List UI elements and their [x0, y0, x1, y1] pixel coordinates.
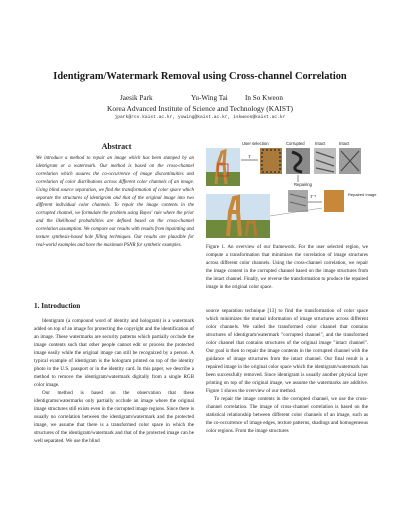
intact-label: Intact [315, 141, 326, 146]
transform-label: T [248, 154, 251, 159]
paper-title: Identigram/Watermark Removal using Cross-channel Correlation [53, 71, 347, 82]
author-name: In So Kweon [245, 94, 283, 102]
intact-label-2: Intact [339, 141, 350, 146]
paragraph: Identigram (a compound word of identity and hologram) is a watermark added on top of an image for protecting the copyright and the identification of an image. These watermarks are security patterns which partially occlude the image contents such that other people cannot edit or process the protected image easily while the original image can still be recognized by a person. A typical example of identigram is the hologram printed on top of the identity photo in the U.S. passport or in the identity card. In this paper, we describe a method to remove the identigram/watermark digitally from a single RGB color image. [34, 318, 194, 388]
repaired-crop [324, 190, 344, 212]
repairing-label: Repairing [294, 182, 312, 187]
inverse-transform-label: T⁻¹ [310, 194, 317, 199]
figure-caption: Figure 1. An overview of our framework. For the user selected region, we compute a transformation that minimizes the correlation of image structures across different color channels. Using the cross-channel correlation, we repair the image content in the corrupted channel based on the image structures from the intact channel. Finally, we reverse the transformation to produce the repaired image in the original color space. [206, 245, 368, 290]
selected-crop [260, 148, 282, 174]
author-list [0, 94, 400, 103]
author-name: Jaesik Park [120, 94, 153, 102]
overview-figure [202, 138, 377, 240]
repaired-channel [288, 190, 308, 212]
introduction-left-column [34, 318, 194, 446]
corrupted-label: Corrupted [286, 141, 305, 146]
author-emails: jpark@rcv.kaist.ac.kr, yuwing@kaist.ac.kr, iskweon@kaist.ac.kr [114, 115, 286, 120]
paragraph: source separation technique [13] to find the transformation of color space which minimizes the mutual information of image structures across different color channels. We called the transformed color channel that contains structures of identigram/watermark "corrupted channel", and the transformed color channel that contains structures of the original image "intact channel". Our goal is then to repair the image contents in the corrupted channel with the guidance of image structures from the intact channel. Our final result is a repaired image in the original color space which the identigram/watermark has been successfully removed. Since identigram is usually another physical layer printing on top of the original image, we assume the watermarks are additive. Figure 1 shows the overview of our method. [206, 308, 368, 394]
introduction-right-column [206, 308, 368, 436]
grass-field [206, 172, 240, 186]
overview-diagram [202, 138, 377, 240]
author-name: Yu-Wing Tai [191, 94, 228, 102]
paragraph: To repair the image contents in the corrupted channel, we use the cross-channel correlation. The image of cross-channel correlation is based on the statistical relationship between different color channels of an image, such as the co-occurrence of image edges, texture patterns, shadings and homogeneous color regions. From the image structures [206, 395, 368, 434]
abstract-heading: Abstract [101, 142, 132, 151]
paragraph: Our method is based on the observation that these identigrams/watermarks only partially occlude an image where the original image structures still exists even in the corrupted image regions. Since there is usually no correlation between the identigram/watermark and the protected image, we assume that there is a transformed color space in which the structures of the identigram/watermark and that of the protected image can be well separated. We use the blind [34, 389, 194, 444]
abstract-text: We introduce a method to repair an image which has been stamped by an identigram or a watermark. Our method is based on the cross-channel correlation which assures the co-occurrence of image discontinuities and correlation of color distributions across different color channels of an image. Using blind source separation, we find the transformation of color space which separate the structures of identigram and that of the original image into two different individual color channels. To repair the image contents in the corrupted channel, we formulate the problem using Bayes' rule where the prior and the likelihood probabilities are defined based on the cross-channel correlation assumption. We compare our results with results from inpainting and texture synthesis-based hole filling techniques. Our results are plausible for real-world examples and have the maximum PSNR for synthetic examples. [36, 156, 194, 248]
repaired-image-label: Repaired Image [348, 192, 377, 197]
affiliation: Korea Advanced Institute of Science and Technology (KAIST) [107, 104, 293, 113]
introduction-heading: 1. Introduction [34, 302, 81, 310]
user-selection-label: User selection [242, 141, 269, 146]
